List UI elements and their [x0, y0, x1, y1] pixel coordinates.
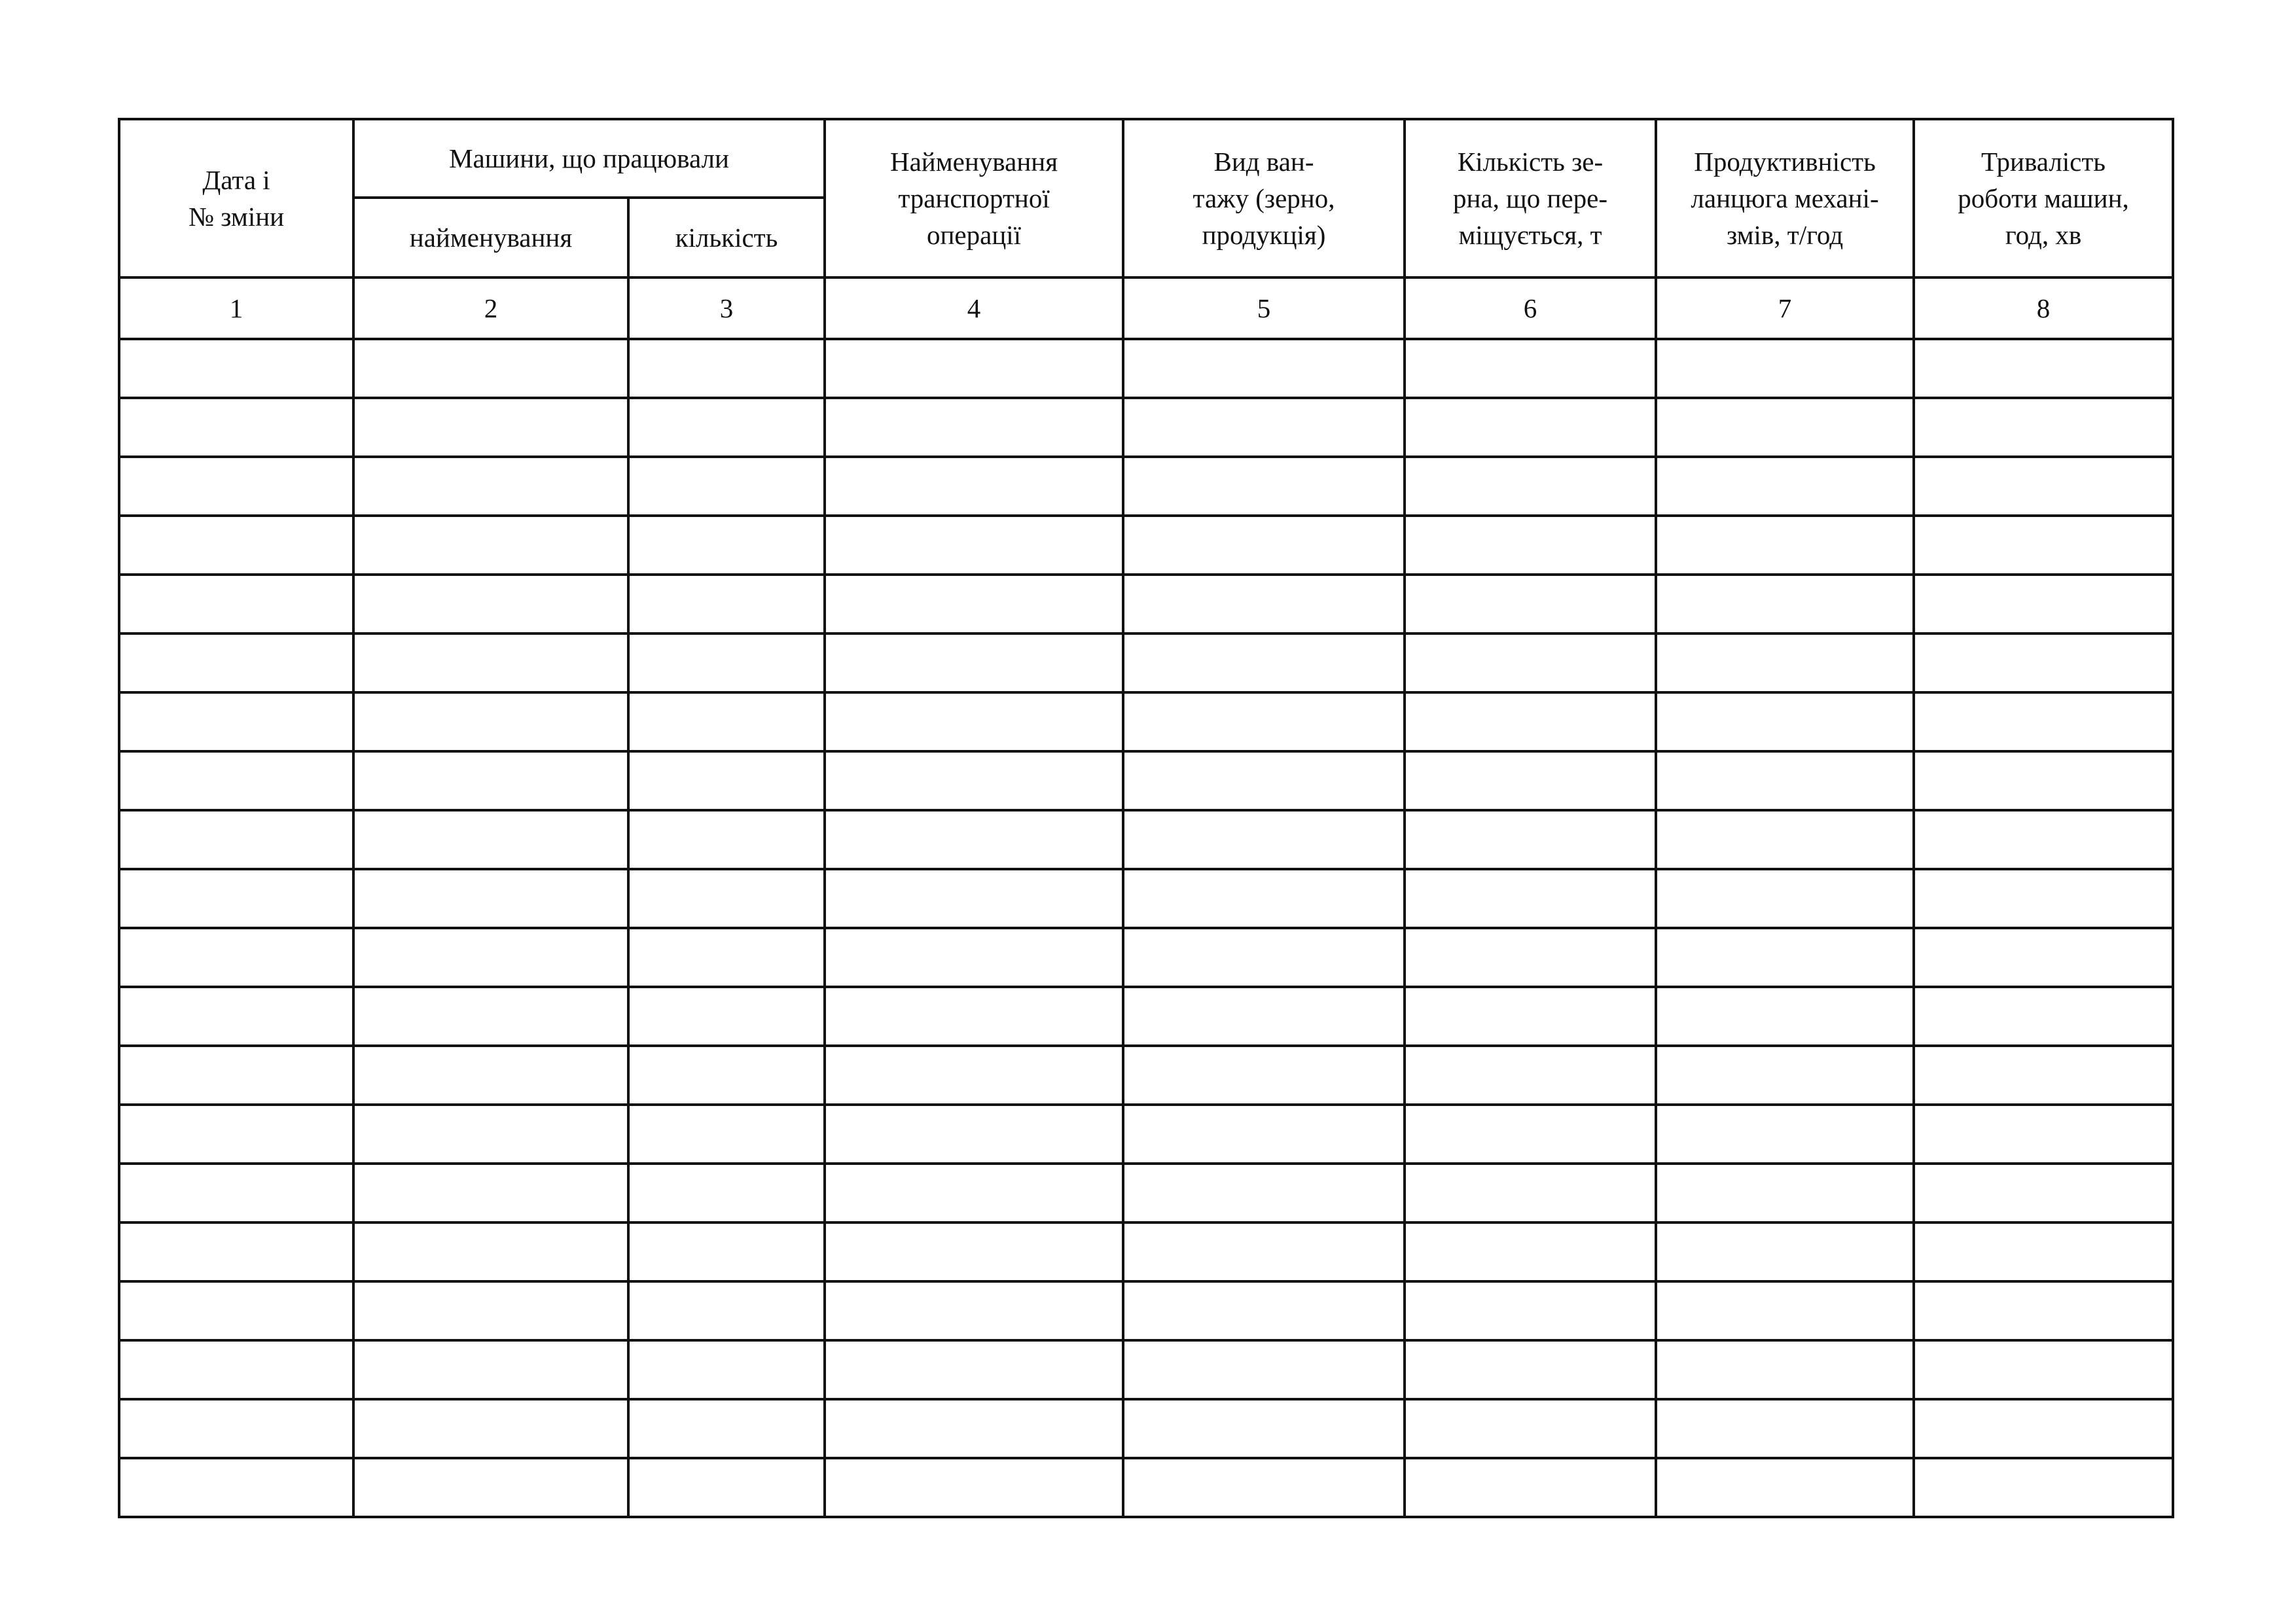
column-number: 8	[1914, 277, 2173, 339]
table-cell	[119, 928, 353, 987]
table-cell	[1914, 692, 2173, 751]
table-row	[119, 1105, 2173, 1164]
table-cell	[119, 1281, 353, 1340]
column-number: 5	[1123, 277, 1405, 339]
table-cell	[1405, 1046, 1656, 1105]
table-cell	[1123, 1458, 1405, 1517]
table-cell	[1123, 516, 1405, 575]
table-cell	[825, 692, 1123, 751]
table-cell	[1405, 751, 1656, 810]
table-cell	[825, 1399, 1123, 1458]
table-cell	[1123, 398, 1405, 457]
table-cell	[628, 457, 825, 516]
table-cell	[1656, 869, 1914, 928]
table-cell	[119, 398, 353, 457]
table-cell	[353, 1105, 628, 1164]
table-cell	[119, 810, 353, 869]
table-cell	[1656, 928, 1914, 987]
table-body	[119, 339, 2173, 1517]
table-row	[119, 692, 2173, 751]
table-cell	[119, 1399, 353, 1458]
table-cell	[1914, 810, 2173, 869]
table-cell	[628, 633, 825, 692]
table-row	[119, 1340, 2173, 1399]
table-cell	[1405, 987, 1656, 1046]
table-cell	[1656, 398, 1914, 457]
table-cell	[825, 1281, 1123, 1340]
table-cell	[628, 339, 825, 398]
table-cell	[1123, 339, 1405, 398]
table-row	[119, 1399, 2173, 1458]
table-cell	[1656, 987, 1914, 1046]
header-grain-amount-line-1: Кількість зе-	[1457, 147, 1604, 177]
table-cell	[1123, 1222, 1405, 1281]
table-cell	[825, 1046, 1123, 1105]
header-productivity-line-1: Продуктивність	[1694, 147, 1876, 177]
table-cell	[1405, 869, 1656, 928]
table-cell	[1914, 575, 2173, 633]
table-cell	[1914, 869, 2173, 928]
table-cell	[1123, 1281, 1405, 1340]
table-cell	[119, 516, 353, 575]
table-row	[119, 516, 2173, 575]
table-cell	[353, 457, 628, 516]
table-cell	[353, 869, 628, 928]
table-cell	[1405, 457, 1656, 516]
header-row-top	[119, 119, 2173, 198]
table-cell	[353, 339, 628, 398]
table-cell	[628, 987, 825, 1046]
table-cell	[1656, 1222, 1914, 1281]
table-cell	[825, 398, 1123, 457]
table-cell	[628, 398, 825, 457]
column-number: 4	[825, 277, 1123, 339]
table-cell	[825, 339, 1123, 398]
table-cell	[1123, 633, 1405, 692]
header-machines-name: найменування	[353, 198, 628, 277]
table-cell	[1914, 1046, 2173, 1105]
table-cell	[1656, 1340, 1914, 1399]
table-row	[119, 398, 2173, 457]
table-cell	[1914, 928, 2173, 987]
column-number: 3	[628, 277, 825, 339]
table-row	[119, 1046, 2173, 1105]
table-cell	[119, 1046, 353, 1105]
table-cell	[119, 1164, 353, 1222]
table-cell	[628, 869, 825, 928]
table-cell	[628, 1458, 825, 1517]
table-cell	[628, 692, 825, 751]
table-cell	[353, 516, 628, 575]
table-cell	[628, 1222, 825, 1281]
table-cell	[1914, 1164, 2173, 1222]
table-cell	[1656, 633, 1914, 692]
table-cell	[1123, 457, 1405, 516]
table-cell	[1405, 810, 1656, 869]
header-date-shift	[119, 119, 353, 277]
table-cell	[1914, 1105, 2173, 1164]
table-cell	[1405, 398, 1656, 457]
table-cell	[1656, 575, 1914, 633]
table-row	[119, 1458, 2173, 1517]
table-cell	[353, 1164, 628, 1222]
table-cell	[119, 575, 353, 633]
table-cell	[825, 1105, 1123, 1164]
table-cell	[1123, 928, 1405, 987]
table-cell	[1123, 575, 1405, 633]
table-row	[119, 339, 2173, 398]
table-cell	[628, 1399, 825, 1458]
header-operation-line-1: Найменування	[889, 147, 1058, 177]
table-cell	[119, 339, 353, 398]
header-operation	[825, 119, 1123, 277]
table-cell	[1405, 928, 1656, 987]
table-cell	[1656, 1458, 1914, 1517]
table-cell	[1656, 457, 1914, 516]
table-cell	[825, 869, 1123, 928]
table-cell	[353, 692, 628, 751]
table-cell	[1914, 457, 2173, 516]
table-cell	[1123, 810, 1405, 869]
table-row	[119, 633, 2173, 692]
table-row	[119, 751, 2173, 810]
table-cell	[1405, 516, 1656, 575]
table-row	[119, 1164, 2173, 1222]
table-cell	[119, 987, 353, 1046]
table-cell	[1123, 1399, 1405, 1458]
header-grain-amount-line-3: міщується, т	[1458, 220, 1602, 250]
table-cell	[628, 1164, 825, 1222]
header-productivity	[1656, 119, 1914, 277]
table-cell	[1656, 1399, 1914, 1458]
table-cell	[628, 575, 825, 633]
header-machines-count: кількість	[628, 198, 825, 277]
header-cargo-line-2: тажу (зерно,	[1193, 183, 1335, 213]
table-cell	[1405, 692, 1656, 751]
header-operation-line-2: транспортної	[898, 183, 1050, 213]
table-cell	[825, 457, 1123, 516]
table-cell	[119, 1105, 353, 1164]
table-cell	[825, 1340, 1123, 1399]
header-productivity-line-2: ланцюга механі-	[1691, 183, 1879, 213]
table-row	[119, 928, 2173, 987]
table-cell	[1405, 339, 1656, 398]
table-cell	[1914, 987, 2173, 1046]
table-cell	[1914, 398, 2173, 457]
table-cell	[825, 1458, 1123, 1517]
table-cell	[1914, 1281, 2173, 1340]
table-cell	[628, 751, 825, 810]
table-row	[119, 457, 2173, 516]
table-cell	[353, 1340, 628, 1399]
column-number: 7	[1656, 277, 1914, 339]
journal-table	[118, 118, 2174, 1518]
table-cell	[353, 1046, 628, 1105]
header-duration-line-3: год, хв	[2005, 220, 2082, 250]
header-cargo-line-1: Вид ван-	[1213, 147, 1314, 177]
table-cell	[1405, 1164, 1656, 1222]
table-cell	[1123, 1340, 1405, 1399]
table-cell	[1914, 339, 2173, 398]
table-cell	[825, 575, 1123, 633]
table-cell	[1656, 516, 1914, 575]
table-cell	[628, 1046, 825, 1105]
table-row	[119, 869, 2173, 928]
table-cell	[825, 987, 1123, 1046]
table-cell	[353, 1399, 628, 1458]
table-cell	[353, 810, 628, 869]
table-cell	[1914, 516, 2173, 575]
table-cell	[1405, 1399, 1656, 1458]
table-cell	[1656, 692, 1914, 751]
table-cell	[1914, 1222, 2173, 1281]
column-number: 6	[1405, 277, 1656, 339]
table-cell	[1656, 339, 1914, 398]
table-cell	[1914, 633, 2173, 692]
header-productivity-line-3: змів, т/год	[1726, 220, 1844, 250]
table-row	[119, 810, 2173, 869]
table-cell	[628, 1340, 825, 1399]
table-cell	[119, 1340, 353, 1399]
header-operation-line-3: операції	[926, 220, 1022, 250]
table-cell	[353, 398, 628, 457]
table-cell	[119, 751, 353, 810]
table-cell	[353, 987, 628, 1046]
header-machines-group: Машини, що працювали	[353, 119, 825, 198]
table-cell	[825, 810, 1123, 869]
table-cell	[1914, 1399, 2173, 1458]
table-cell	[1656, 1281, 1914, 1340]
table-cell	[353, 1281, 628, 1340]
table-cell	[825, 1164, 1123, 1222]
header-grain-amount	[1405, 119, 1656, 277]
table-cell	[1123, 751, 1405, 810]
table-cell	[628, 1105, 825, 1164]
table-cell	[119, 1222, 353, 1281]
table-cell	[1405, 575, 1656, 633]
header-date-shift-line-2: № зміни	[188, 202, 285, 232]
table-cell	[353, 751, 628, 810]
table-cell	[1123, 869, 1405, 928]
table-cell	[628, 928, 825, 987]
table-cell	[825, 928, 1123, 987]
header-duration-line-2: роботи машин,	[1958, 183, 2129, 213]
header-duration	[1914, 119, 2173, 277]
table-row	[119, 987, 2173, 1046]
table-cell	[1914, 1340, 2173, 1399]
header-cargo	[1123, 119, 1405, 277]
table-cell	[1405, 1281, 1656, 1340]
table-cell	[119, 457, 353, 516]
table-cell	[1405, 1458, 1656, 1517]
table-cell	[1405, 1340, 1656, 1399]
table-cell	[1656, 1164, 1914, 1222]
table-cell	[1123, 987, 1405, 1046]
table-cell	[628, 516, 825, 575]
table-cell	[825, 516, 1123, 575]
table-cell	[1656, 1105, 1914, 1164]
table-cell	[353, 928, 628, 987]
header-grain-amount-line-2: рна, що пере-	[1453, 183, 1607, 213]
table-cell	[1405, 633, 1656, 692]
table-cell	[1656, 751, 1914, 810]
column-number: 2	[353, 277, 628, 339]
table-cell	[825, 633, 1123, 692]
table-cell	[1656, 1046, 1914, 1105]
table-row	[119, 1281, 2173, 1340]
table-cell	[119, 692, 353, 751]
table-cell	[1405, 1105, 1656, 1164]
table-cell	[353, 633, 628, 692]
table-cell	[1914, 751, 2173, 810]
header-cargo-line-3: продукція)	[1202, 220, 1326, 250]
table-cell	[825, 751, 1123, 810]
table-cell	[353, 1458, 628, 1517]
table-cell	[628, 810, 825, 869]
column-number: 1	[119, 277, 353, 339]
table-cell	[119, 1458, 353, 1517]
table-cell	[353, 575, 628, 633]
table-row	[119, 1222, 2173, 1281]
header-date-shift-line-1: Дата і	[202, 165, 270, 195]
table-cell	[825, 1222, 1123, 1281]
table-cell	[1123, 1046, 1405, 1105]
table-cell	[1123, 692, 1405, 751]
header-duration-line-1: Тривалість	[1981, 147, 2106, 177]
column-number-row	[119, 277, 2173, 339]
table-cell	[1914, 1458, 2173, 1517]
table-row	[119, 575, 2173, 633]
table-cell	[628, 1281, 825, 1340]
table-cell	[119, 869, 353, 928]
table-cell	[1656, 810, 1914, 869]
table-cell	[1405, 1222, 1656, 1281]
table-cell	[1123, 1105, 1405, 1164]
table-cell	[1123, 1164, 1405, 1222]
table-cell	[353, 1222, 628, 1281]
table-cell	[119, 633, 353, 692]
